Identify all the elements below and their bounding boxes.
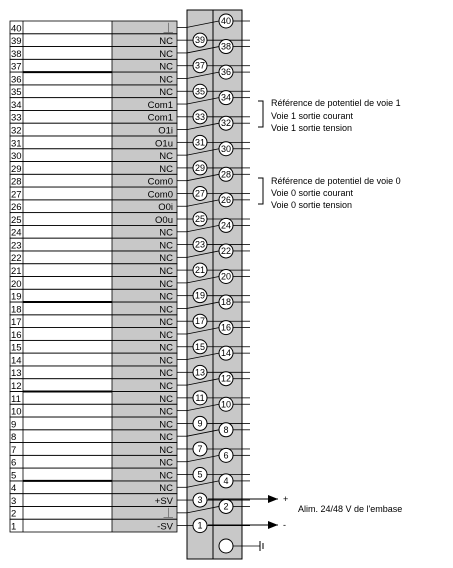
pin-number: 34 <box>220 92 232 103</box>
pin-number: 39 <box>194 35 206 46</box>
row-signal: NC <box>159 291 173 303</box>
pin-number: 40 <box>220 16 232 26</box>
row-signal: NC <box>159 36 173 48</box>
voie0-current-note: Voie 0 sortie courant <box>271 188 354 198</box>
row-signal: Com1 <box>147 112 173 124</box>
row-signal: NC <box>159 483 173 495</box>
row-signal: O1u <box>155 138 173 150</box>
row-signal: NC <box>159 419 173 431</box>
pin-number: 1 <box>197 520 203 531</box>
supply-plus-sign: + <box>283 494 289 504</box>
row-number: 1 <box>11 521 17 533</box>
row-signal: NC <box>159 151 173 163</box>
row-number: 26 <box>11 202 22 214</box>
pin-number: 18 <box>220 297 232 308</box>
row-signal: O0u <box>155 214 173 226</box>
row-number: 20 <box>11 278 22 290</box>
row-signal: NC <box>159 393 173 405</box>
row-signal: NC <box>159 240 173 252</box>
pin-number: 4 <box>223 475 229 486</box>
pin-number: 2 <box>223 501 229 512</box>
row-number: 25 <box>11 214 22 226</box>
row-number: 28 <box>11 176 22 188</box>
row-number: 14 <box>11 355 22 367</box>
row-number: 16 <box>11 329 22 341</box>
terminal-table <box>10 21 177 533</box>
row-number: 19 <box>11 291 22 303</box>
voie0-ref-note: Référence de potentiel de voie 0 <box>271 176 401 186</box>
pin-number: 12 <box>220 373 232 384</box>
row-number: 36 <box>11 74 22 86</box>
pin-number: 3 <box>197 495 203 506</box>
earth-terminal <box>219 539 233 553</box>
row-signal: Com0 <box>147 176 173 188</box>
pin-number: 6 <box>223 450 229 461</box>
row-signal: NC <box>159 380 173 392</box>
pin-number: 24 <box>220 220 232 231</box>
row-signal: NC <box>159 444 173 456</box>
row-signal: +SV <box>154 495 173 507</box>
pin-number: 36 <box>220 67 232 78</box>
row-number: 7 <box>11 444 17 456</box>
row-signal: NC <box>159 163 173 175</box>
row-number: 24 <box>11 227 22 239</box>
row-number: 5 <box>11 470 17 482</box>
pin-number: 13 <box>194 367 206 378</box>
row-number: 17 <box>11 317 22 329</box>
pin-number: 16 <box>220 322 232 333</box>
pin-number: 15 <box>194 341 206 352</box>
row-signal: NC <box>159 74 173 86</box>
row-signal: Com1 <box>147 99 173 111</box>
pin-number: 22 <box>220 245 232 256</box>
voie1-ref-note: Référence de potentiel de voie 1 <box>271 98 401 108</box>
pin-number: 31 <box>194 137 206 148</box>
row-signal: Com0 <box>147 189 173 201</box>
row-number: 38 <box>11 48 22 60</box>
row-number: 10 <box>11 406 22 418</box>
voie1-voltage-note: Voie 1 sortie tension <box>271 123 353 133</box>
row-number: 18 <box>11 304 22 316</box>
supply-note: Alim. 24/48 V de l'embase <box>298 504 403 514</box>
row-signal: NC <box>159 317 173 329</box>
pin-number: 5 <box>197 469 203 480</box>
pin-number: 20 <box>220 271 232 282</box>
row-signal: NC <box>159 355 173 367</box>
row-number: 3 <box>11 495 17 507</box>
pin-number: 21 <box>194 265 206 276</box>
pin-number: 10 <box>220 399 232 410</box>
row-signal: NC <box>159 406 173 418</box>
row-signal: NC <box>159 61 173 73</box>
row-signal: ⏊ <box>163 508 173 520</box>
row-signal: NC <box>159 470 173 482</box>
row-number: 32 <box>11 125 22 137</box>
row-signal: -SV <box>157 521 173 533</box>
row-number: 9 <box>11 419 17 431</box>
voie1-bracket <box>258 101 263 127</box>
row-signal: NC <box>159 368 173 380</box>
row-number: 40 <box>11 23 22 35</box>
supply-minus-sign: - <box>283 520 286 530</box>
row-number: 34 <box>11 99 22 111</box>
supply-plus-arrow <box>268 495 278 503</box>
row-signal: NC <box>159 266 173 277</box>
row-signal: NC <box>159 304 173 316</box>
row-number: 29 <box>11 163 22 175</box>
pin-number: 32 <box>220 118 232 129</box>
row-number: 31 <box>11 138 22 150</box>
pin-number: 30 <box>220 143 232 154</box>
row-number: 6 <box>11 457 17 469</box>
row-number: 12 <box>11 380 22 392</box>
row-number: 30 <box>11 151 22 163</box>
row-signal: NC <box>159 253 173 265</box>
voie1-current-note: Voie 1 sortie courant <box>271 111 354 121</box>
row-signal: NC <box>159 227 173 239</box>
pin-number: 14 <box>220 348 232 359</box>
pin-number: 11 <box>195 392 205 403</box>
pin-number: 7 <box>197 443 203 454</box>
row-signal: NC <box>159 342 173 354</box>
pin-number: 25 <box>194 214 206 225</box>
row-number: 8 <box>11 432 17 444</box>
pin-number: 37 <box>194 60 206 71</box>
row-number: 13 <box>11 368 22 380</box>
pin-number: 26 <box>220 194 232 205</box>
row-signal: NC <box>159 87 173 99</box>
pin-number: 9 <box>197 418 203 429</box>
row-number: 2 <box>11 508 17 520</box>
row-signal: O0i <box>158 202 173 214</box>
row-signal: NC <box>159 329 173 341</box>
pin-number: 8 <box>223 424 229 435</box>
row-signal: NC <box>159 432 173 444</box>
row-number: 37 <box>11 61 22 73</box>
row-number: 23 <box>11 240 22 252</box>
pin-number: 28 <box>220 169 232 180</box>
pin-number: 17 <box>194 316 206 327</box>
row-signal: NC <box>159 278 173 290</box>
row-signal: NC <box>159 48 173 60</box>
voie0-bracket <box>258 178 263 204</box>
row-signal: O1i <box>158 125 173 137</box>
row-number: 35 <box>11 87 22 99</box>
supply-minus-arrow <box>268 521 278 529</box>
row-signal: NC <box>159 457 173 469</box>
row-number: 15 <box>11 342 22 354</box>
row-number: 39 <box>11 36 22 48</box>
pin-number: 38 <box>220 41 232 52</box>
pin-number: 23 <box>194 239 206 250</box>
row-signal: ⏊ <box>163 23 173 35</box>
row-number: 27 <box>11 189 22 201</box>
pin-number: 29 <box>194 162 206 173</box>
pin-number: 33 <box>194 111 206 122</box>
row-number: 22 <box>11 253 22 265</box>
pin-number: 35 <box>194 86 206 97</box>
voie0-voltage-note: Voie 0 sortie tension <box>271 200 353 210</box>
row-number: 11 <box>11 393 21 405</box>
pin-number: 27 <box>194 188 206 199</box>
row-number: 21 <box>11 266 22 277</box>
terminal-block <box>177 10 263 559</box>
row-number: 33 <box>11 112 22 124</box>
row-number: 4 <box>11 483 17 495</box>
pin-number: 19 <box>194 290 206 301</box>
